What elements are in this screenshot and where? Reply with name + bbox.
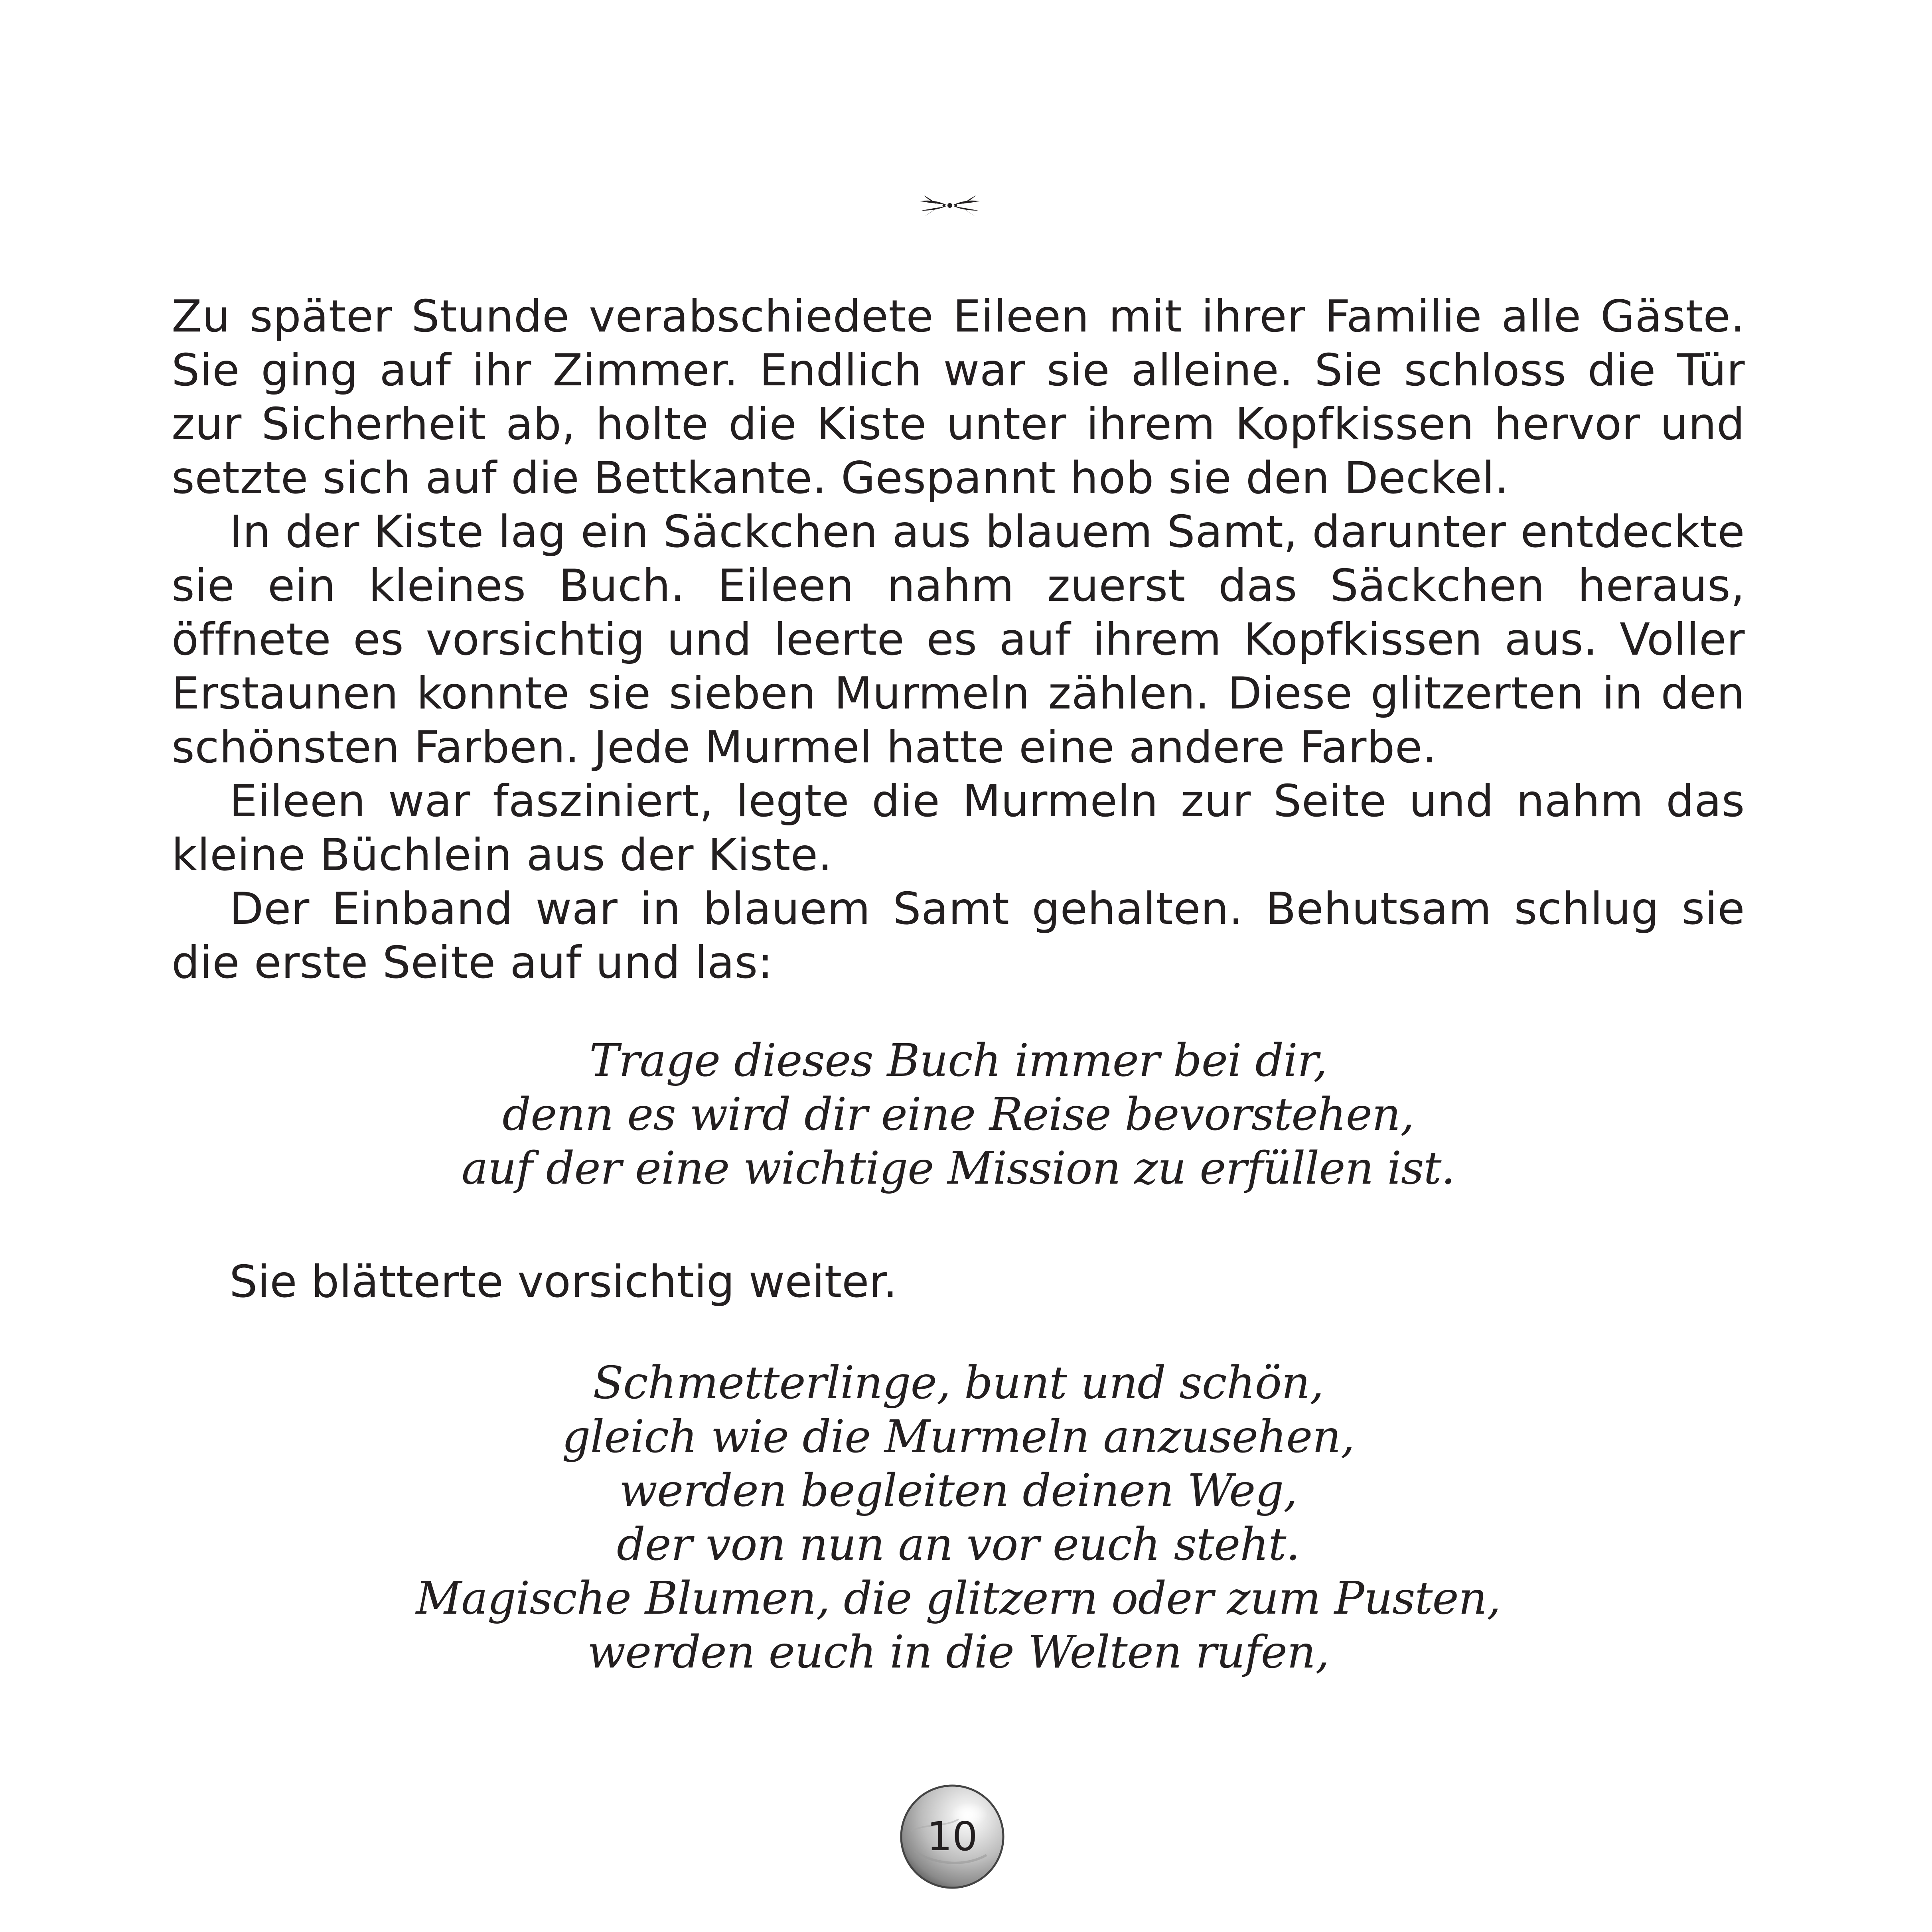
verse-line: werden euch in die Welten rufen, [587,1626,1329,1678]
verse-line: gleich wie die Murmeln anzusehen, [562,1411,1355,1463]
verse-line: auf der eine wichtige Mission zu erfüllen ist. [461,1143,1455,1194]
page-number: 10 [927,1813,978,1860]
paragraph: Sie blätterte vorsichtig weiter. [229,1256,898,1308]
story-text [172,290,1745,990]
verse-line: Schmetterlinge, bunt und schön, [593,1357,1324,1409]
verse-line: Trage dieses Buch immer bei dir, [589,1035,1327,1087]
verse-line: werden begleiten deinen Weg, [619,1465,1297,1517]
verse-block [172,1034,1745,1196]
paragraph: Eileen war fasziniert, legte die Murmeln zur Seite und nahm das kleine Büchlein aus der Kiste. [172,776,1745,881]
verse-line: denn es wird dir eine Reise bevorstehen, [502,1089,1414,1141]
verse-line: Magische Blumen, die glitzern oder zum Pusten, [416,1573,1501,1624]
fleuron-icon [916,187,984,223]
verse-line: der von nun an vor euch steht. [616,1519,1300,1571]
paragraph: Der Einband war in blauem Samt gehalten. Behutsam schlug sie die erste Seite auf und las: [172,883,1745,989]
verse-block [172,1356,1745,1679]
paragraph: In der Kiste lag ein Säckchen aus blauem Samt, darunter entdeckte sie ein kleines Buch. Eileen nahm zuerst das Säckchen heraus, öffnete es vorsichtig und leerte es auf ihrem Kopfkissen aus. Voller Erstaunen konnte sie sieben Murmeln zählen. Diese glitzerten in den schönsten Farben. Jede Murmel hatte eine andere Farbe. [172,506,1745,773]
paragraph: Zu später Stunde verabschiedete Eileen mit ihrer Familie alle Gäste. Sie ging auf ihr Zimmer. Endlich war sie alleine. Sie schloss die Tür zur Sicherheit ab, holte die Kiste unter ihrem Kopfkissen hervor und setzte sich auf die Bettkante. Gespannt hob sie den Deckel. [172,291,1745,504]
